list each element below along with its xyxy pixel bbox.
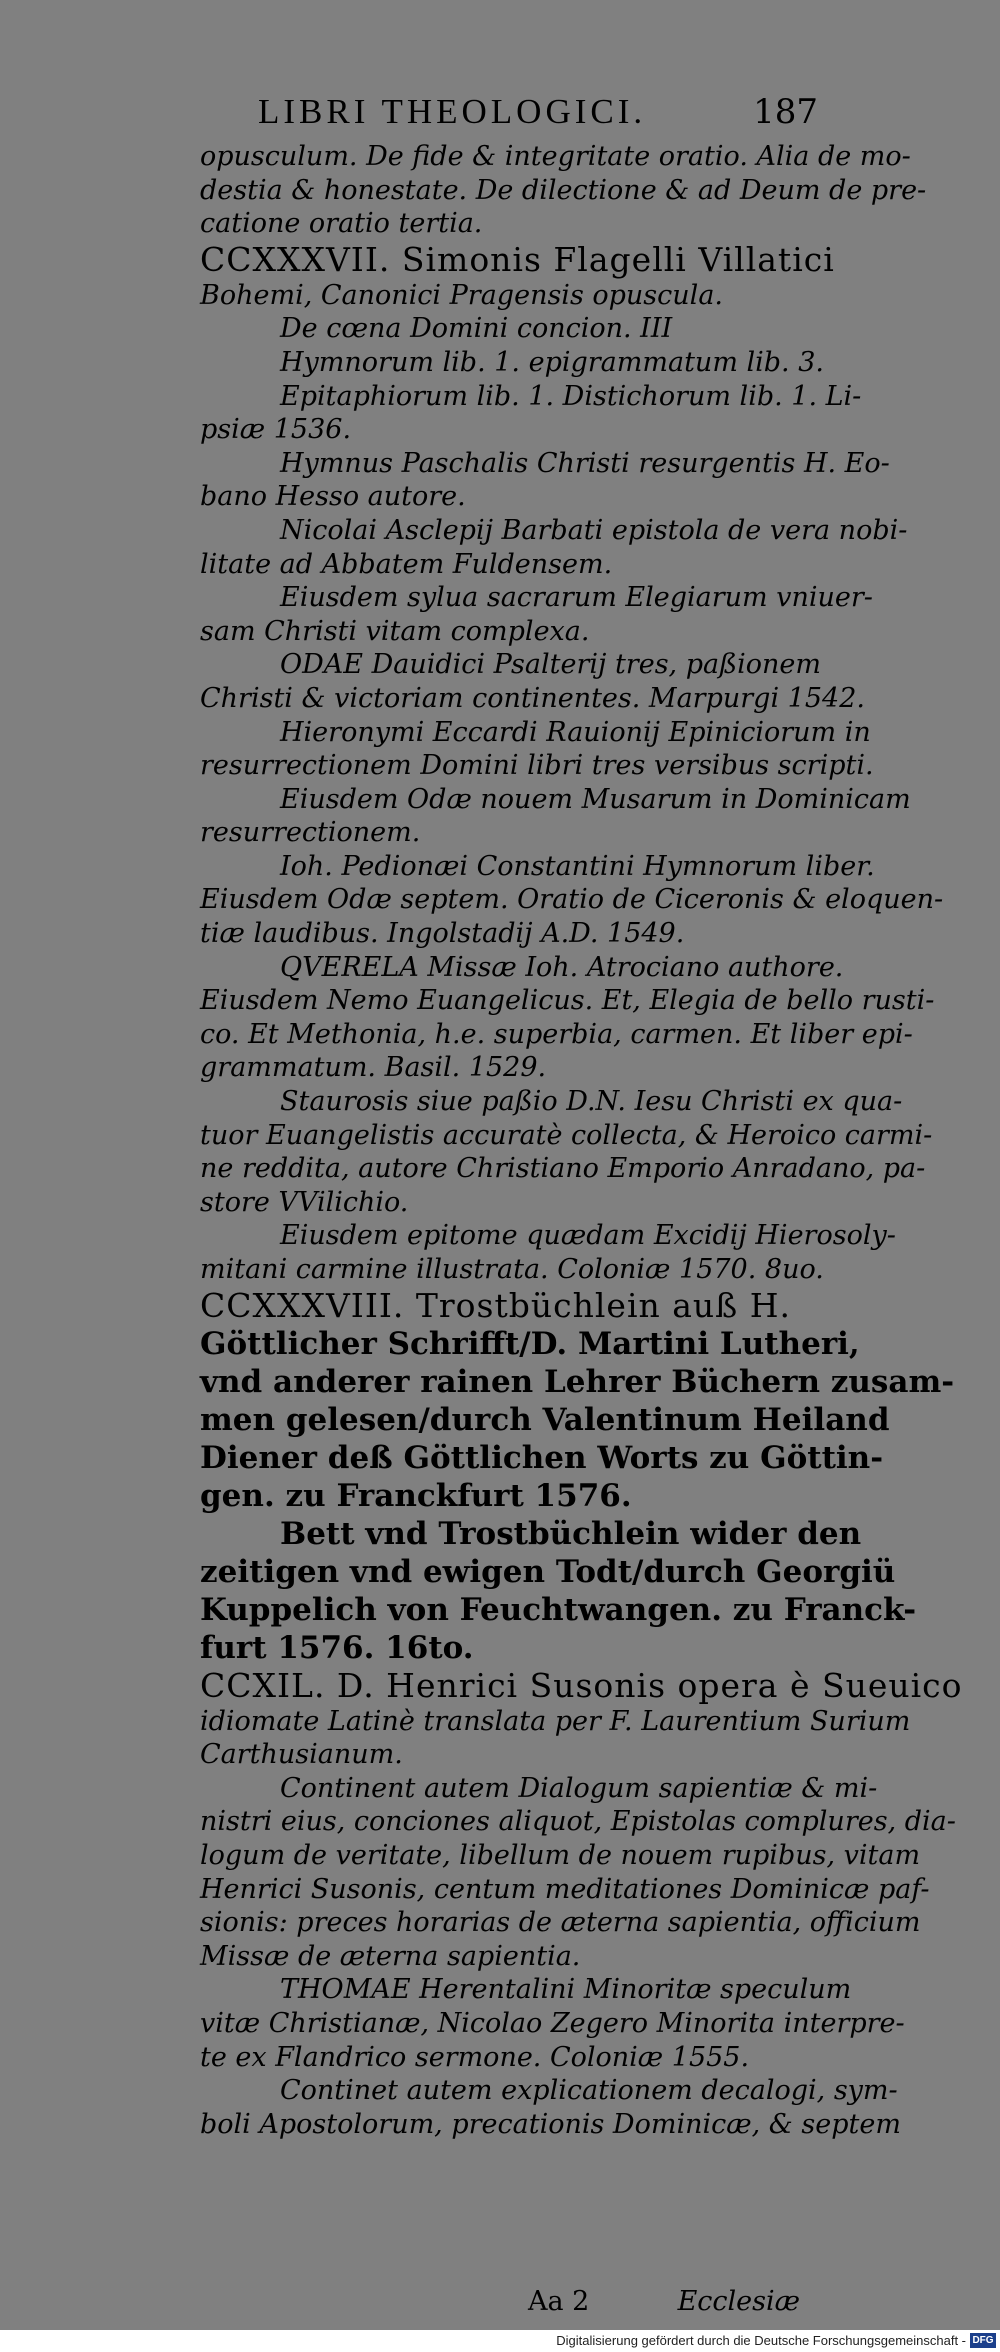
text-line: store VVilichio. [200, 1186, 409, 1218]
text-line: logum de veritate, libellum de nouem rupibus, vitam [200, 1839, 921, 1871]
text-line: resurrectionem. [200, 817, 421, 849]
text-line: mitani carmine illustrata. Coloniæ 1570. 8uo. [200, 1254, 824, 1285]
text-line: furt 1576. 16to. [200, 1629, 474, 1666]
text-line: co. Et Methonia, h.e. superbia, carmen. Et liber epi- [200, 1018, 913, 1050]
digitization-footer [0, 2330, 1000, 2352]
text-line: Missæ de æterna sapientia. [200, 1940, 581, 1972]
text-line: Hymnus Paschalis Christi resurgentis H. Eo- [280, 447, 890, 479]
text-line: Bohemi, Canonici Pragensis opuscula. [200, 279, 723, 311]
page-footer [200, 2286, 800, 2326]
text-line: ODAE Dauidici Psalterij tres, paßionem [280, 649, 821, 681]
text-line: sam Christi vitam complexa. [200, 615, 590, 647]
text-line: tuor Euangelistis accuratè collecta, & Heroico carmi- [200, 1119, 933, 1151]
text-line: Nicolai Asclepij Barbati epistola de vera nobi- [280, 514, 908, 546]
text-line: men gelesen/durch Valentinum Heiland [200, 1401, 890, 1438]
text-line: litate ad Abbatem Fuldensem. [200, 548, 613, 580]
text-line: bano Hesso autore. [200, 481, 466, 513]
page-number: 187 [753, 92, 818, 132]
text-line: opusculum. De fide & integritate oratio. Alia de mo- [200, 141, 911, 172]
text-line: De cœna Domini concion. III [280, 313, 673, 345]
text-line: CCXXXVII. Simonis Flagelli Villatici [200, 239, 835, 279]
text-line: Eiusdem epitome quædam Excidij Hierosoly- [280, 1220, 896, 1252]
text-line: nistri eius, conciones aliquot, Epistolas complures, dia- [200, 1806, 956, 1838]
text-line: Hieronymi Eccardi Rauionij Epiniciorum in [280, 716, 871, 748]
text-line: Epitaphiorum lib. 1. Distichorum lib. 1. Li- [280, 380, 862, 412]
text-line: vitæ Christianæ, Nicolao Zegero Minorita interpre- [200, 2007, 905, 2039]
text-line: Göttlicher Schrifft/D. Martini Lutheri, [200, 1325, 860, 1362]
text-line: catione oratio tertia. [200, 208, 483, 240]
text-line: sionis: preces horarias de æterna sapientia, officium [200, 1907, 921, 1939]
text-line: destia & honestate. De dilectione & ad Deum de pre- [200, 174, 927, 206]
text-line: Diener deß Göttlichen Worts zu Göttin- [200, 1439, 884, 1476]
text-line: Ioh. Pedionæi Constantini Hymnorum liber. [280, 850, 875, 882]
text-line: tiæ laudibus. Ingolstadij A.D. 1549. [200, 918, 685, 950]
text-line: Henrici Susonis, centum meditationes Dominicæ paf- [200, 1873, 930, 1905]
text-line: grammatum. Basil. 1529. [200, 1052, 547, 1084]
text-line: THOMAE Herentalini Minoritæ speculum [280, 1974, 852, 2006]
dfg-logo: DFG [970, 2333, 996, 2348]
text-line: Continet autem explicationem decalogi, sym- [280, 2075, 898, 2107]
text-line: Staurosis siue paßio D.N. Iesu Christi ex qua- [280, 1086, 903, 1118]
text-line: CCXXXVIII. Trostbüchlein auß H. [200, 1285, 791, 1325]
page-header [258, 92, 818, 142]
text-line: gen. zu Franckfurt 1576. [200, 1477, 632, 1514]
signature-mark: Aa 2 [528, 2286, 590, 2317]
text-line: Hymnorum lib. 1. epigrammatum lib. 3. [280, 346, 824, 378]
text-line: te ex Flandrico sermone. Coloniæ 1555. [200, 2041, 750, 2073]
text-line: Kuppelich von Feuchtwangen. zu Franck- [200, 1591, 917, 1628]
text-line: boli Apostolorum, precationis Dominicæ, & septem [200, 2108, 901, 2140]
text-line: Eiusdem Odæ nouem Musarum in Dominicam [280, 783, 911, 815]
text-line: ne reddita, autore Christiano Emporio Anradano, pa- [200, 1153, 926, 1185]
text-line: Eiusdem sylua sacrarum Elegiarum vniuer- [280, 582, 873, 614]
text-line: zeitigen vnd ewigen Todt/durch Georgiü [200, 1553, 896, 1590]
text-line: CCXIL. D. Henrici Susonis opera è Sueuico [200, 1665, 963, 1705]
running-head: LIBRI THEOLOGICI. [258, 92, 647, 131]
text-line: idiomate Latinè translata per F. Laurentium Surium [200, 1705, 911, 1737]
text-line: Bett vnd Trostbüchlein wider den [280, 1515, 862, 1552]
text-line: Carthusianum. [200, 1739, 403, 1771]
text-line: Continent autem Dialogum sapientiæ & mi- [280, 1772, 878, 1804]
text-line: psiæ 1536. [200, 414, 352, 446]
body-text [200, 140, 963, 2141]
text-line: Eiusdem Nemo Euangelicus. Et, Elegia de bello rusti- [200, 985, 935, 1017]
text-line: QVERELA Missæ Ioh. Atrociano authore. [280, 951, 844, 983]
text-line: Christi & victoriam continentes. Marpurgi 1542. [200, 682, 865, 714]
text-line: resurrectionem Domini libri tres versibus scripti. [200, 750, 874, 782]
text-line: Eiusdem Odæ septem. Oratio de Ciceronis & eloquen- [200, 884, 944, 916]
funding-credit: Digitalisierung gefördert durch die Deutsche Forschungsgemeinschaft - [556, 2333, 966, 2348]
text-line: vnd anderer rainen Lehrer Büchern zusam- [200, 1363, 955, 1400]
catchword: Ecclesiæ [677, 2286, 800, 2317]
